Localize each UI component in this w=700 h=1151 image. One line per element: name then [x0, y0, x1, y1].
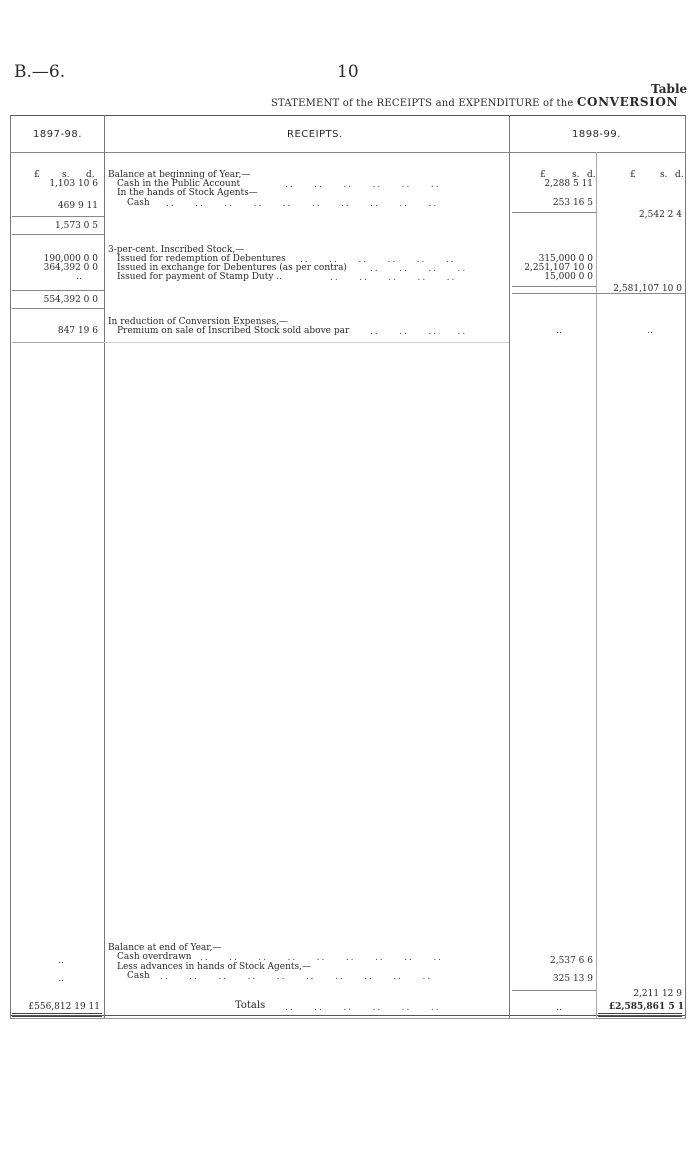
statement-title: [271, 95, 678, 109]
overdrawn-label: Cash overdrawn: [117, 952, 192, 962]
subtotal-rule: [12, 290, 104, 291]
right-border: [685, 115, 686, 1018]
column-header-receipts: RECEIPTS.: [287, 129, 343, 140]
cash-public-prev: 1,103 10 6: [49, 179, 98, 189]
conversion-label: In reduction of Conversion Expenses,—: [108, 317, 288, 327]
unit-pounds-cur: £: [540, 170, 546, 180]
unit-pounds-prev: £: [34, 170, 40, 180]
balance-end-label: Balance at end of Year,—: [108, 943, 222, 953]
subtotal-rule: [12, 342, 104, 343]
redemption-prev: 190,000 0 0: [43, 254, 98, 264]
leader-dots: .. .. .. .. .. ..: [285, 180, 441, 190]
cash-agents-cur: 253 16 5: [552, 198, 593, 208]
unit-shillings-prev: s.: [62, 170, 70, 180]
leader-dots: .. .. .. .. .. .. .. .. .. ..: [166, 199, 439, 209]
advances-cur: 325 13 9: [552, 974, 593, 984]
subtotal-rule: [512, 990, 596, 991]
divider-receipts: [509, 115, 510, 1018]
totals-mid: ..: [556, 1003, 562, 1013]
balance-begin-prev-total: 1,573 0 5: [55, 221, 98, 231]
totals-double-rule: [12, 1013, 102, 1017]
overdrawn-prev: ..: [58, 956, 64, 966]
totals-prev: £556,812 19 11: [28, 1002, 100, 1012]
table-top-rule: [10, 115, 686, 116]
table-bottom-rule: [10, 1015, 686, 1016]
redemption-label: Issued for redemption of Debentures: [117, 254, 286, 264]
balance-begin-cur-total: 2,542 2 4: [639, 210, 682, 220]
page-number: 10: [337, 62, 359, 82]
advances-cash-label: Cash: [127, 971, 150, 981]
unit-pence-total: d.: [675, 170, 684, 180]
exchange-prev: 364,392 0 0: [43, 263, 98, 273]
redemption-cur: 315,000 0 0: [538, 254, 593, 264]
leader-dots: .. .. .. ..: [370, 264, 468, 274]
leader-dots: .. .. .. .. .. .. .. .. ..: [200, 953, 444, 963]
stamp-cur: 15,000 0 0: [544, 272, 593, 282]
advances-label: Less advances in hands of Stock Agents,—: [117, 962, 312, 972]
totals-label: Totals: [235, 1000, 266, 1011]
divider-prev-year: [104, 115, 105, 1018]
premium-cur: ..: [556, 326, 562, 336]
unit-shillings-cur: s.: [572, 170, 580, 180]
left-border: [10, 115, 11, 1018]
unit-shillings-total: s.: [660, 170, 668, 180]
statement-title-prefix: STATEMENT of the RECEIPTS and EXPENDITURE of the: [271, 98, 574, 109]
premium-label: Premium on sale of Inscribed Stock sold above par: [117, 326, 350, 336]
column-header-current-year: 1898-99.: [572, 129, 621, 140]
table-bottom-rule-2: [10, 1018, 686, 1019]
stamp-prev: ..: [76, 272, 82, 282]
subtotal-rule: [512, 212, 596, 213]
divider-current-sub: [596, 152, 597, 1018]
cash-agents-prev: 469 9 11: [57, 201, 98, 211]
table-label: Table: [651, 82, 688, 96]
balance-end-cur-total: 2,211 12 9: [633, 989, 682, 999]
header-bottom-rule: [10, 152, 686, 153]
stamp-label: Issued for payment of Stamp Duty ..: [117, 272, 283, 282]
stock-cur-total: 2,581,107 10 0: [613, 284, 682, 294]
column-header-previous-year: 1897-98.: [33, 129, 82, 140]
subtotal-rule: [512, 286, 596, 287]
unit-pounds-total: £: [630, 170, 636, 180]
exchange-cur: 2,251,107 10 0: [524, 263, 593, 273]
section-rule: [512, 293, 685, 294]
cash-public-label: Cash in the Public Account: [117, 179, 241, 189]
leader-dots: .. .. .. .. ..: [330, 273, 457, 283]
leader-dots: .. .. .. .. .. ..: [285, 1003, 441, 1013]
stock-label: 3-per-cent. Inscribed Stock,—: [108, 245, 245, 255]
section-rule: [104, 342, 509, 343]
statement-title-emphasis: CONVERSION: [576, 95, 679, 109]
unit-pence-prev: d.: [86, 170, 95, 180]
advances-prev: ..: [58, 974, 64, 984]
subtotal-rule: [12, 216, 104, 217]
leader-dots: .. .. .. ..: [370, 327, 468, 337]
totals-cur: £2,585,861 5 1: [608, 1002, 684, 1012]
stock-prev-total: 554,392 0 0: [43, 295, 98, 305]
leader-dots: .. .. .. .. .. .. .. .. .. ..: [160, 972, 433, 982]
overdrawn-cur: 2,537 6 6: [550, 956, 593, 966]
premium-cur-total: ..: [647, 326, 653, 336]
exchange-label: Issued in exchange for Debentures (as per contra): [117, 263, 347, 273]
document-reference: B.—6.: [14, 62, 66, 82]
subtotal-rule: [12, 234, 104, 235]
cash-agents-label: Cash: [127, 198, 150, 208]
cash-public-cur: 2,288 5 11: [544, 179, 593, 189]
leader-dots: .. .. .. .. .. ..: [300, 255, 456, 265]
unit-pence-cur: d.: [587, 170, 596, 180]
subtotal-rule: [12, 308, 104, 309]
totals-double-rule: [598, 1013, 682, 1017]
stock-agents-label: In the hands of Stock Agents—: [117, 188, 258, 198]
balance-begin-label: Balance at beginning of Year,—: [108, 170, 251, 180]
premium-prev: 847 19 6: [57, 326, 98, 336]
